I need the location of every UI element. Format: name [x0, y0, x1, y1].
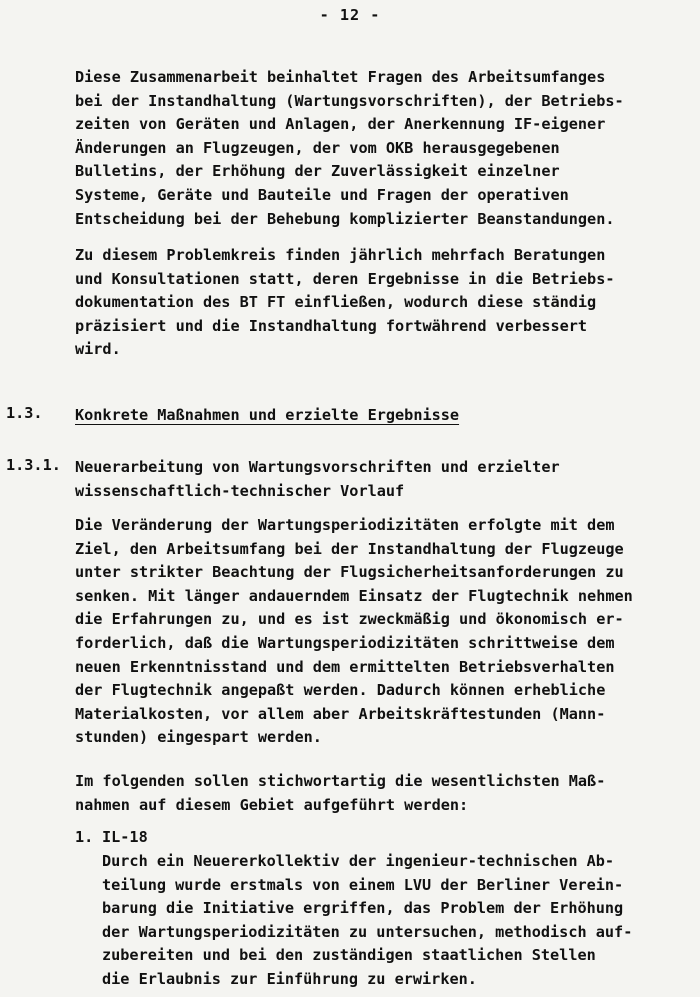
list-item-text: Durch ein Neuererkollektiv der ingenieur-technischen Ab- teilung wurde erstmals von einem LVU der Berliner Verein- barung die Initiative ergriffen, das Problem der Erhöhung der Wartungsperiodizitäten zu untersuchen, methodisch auf- zubereiten und bei den zuständigen staatlichen Stellen die Erlaubnis zur Einführung zu erwirken. — [102, 852, 633, 988]
paragraph-measures-intro: Im folgenden sollen stichwortartig die wesentlichsten Maß- nahmen auf diesem Gebiet aufgeführt werden: — [75, 772, 606, 814]
section-1-3-1-heading: Neuerarbeitung von Wartungsvorschriften und erzielter wissenschaftlich-technischer Vorlauf — [75, 458, 560, 500]
section-1-3-1-number: 1.3.1. — [6, 456, 61, 474]
paragraph-cooperation: Diese Zusammenarbeit beinhaltet Fragen des Arbeitsumfanges bei der Instandhaltung (Wartungsvorschriften), der Betriebs- zeiten von Geräten und Anlagen, der Anerkennung IF-eigener Änderungen an Flugzeugen, der vom OKB herausgegebenen Bulletins, der Erhöhung der Zuverlässigkeit einzelner Systeme, Geräte und Bauteile und Fragen der operativen Entscheidung bei der Behebung komplizierter Beanstandungen. — [75, 68, 624, 228]
page-number: - 12 - — [319, 6, 381, 24]
section-1-3-number: 1.3. — [6, 404, 43, 422]
section-1-3-heading: Konkrete Maßnahmen und erzielte Ergebnisse — [75, 406, 460, 424]
paragraph-consultations: Zu diesem Problemkreis finden jährlich mehrfach Beratungen und Konsultationen statt, deren Ergebnisse in die Betriebs- dokumentation des BT FT einfließen, wodurch diese ständig präzisiert und die Instandhaltung fortwährend verbessert wird. — [75, 246, 615, 359]
list-item-number: 1. — [75, 828, 94, 846]
paragraph-maintenance-periodicity: Die Veränderung der Wartungsperiodizitäten erfolgte mit dem Ziel, den Arbeitsumfang bei der Instandhaltung der Flugzeuge unter strikter Beachtung der Flugsicherheitsanforderungen zu senken. Mit länger andauerndem Einsatz der Flugtechnik nehmen die Erfahrungen zu, und es ist zweckmäßig und ökonomisch er- forderlich, daß die Wartungsperiodizitäten schrittweise dem neuen Erkenntnisstand und dem ermittelten Betriebsverhalten der Flugtechnik angepaßt werden. Dadurch können erhebliche Materialkosten, vor allem aber Arbeitskräftestunden (Mann- stunden) eingespart werden. — [75, 516, 633, 747]
list-item-title: IL-18 — [102, 828, 148, 846]
